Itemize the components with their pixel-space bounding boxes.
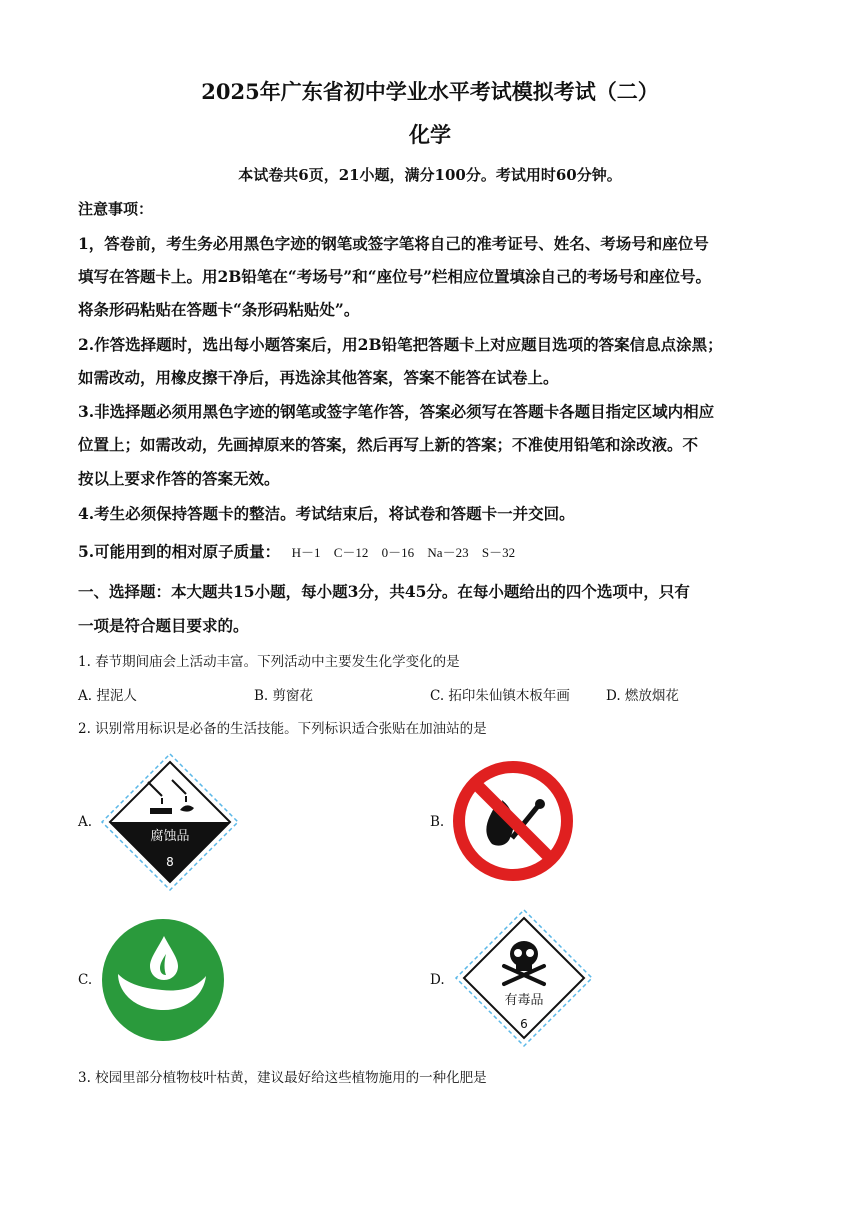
- exam-intro: 本试卷共6页，21小题，满分100分。考试用时60分钟。: [238, 166, 622, 184]
- note-line: 3.非选择题必须用黑色字迹的钢笔或签字笔作答，答案必须写在答题卡各题目指定区域内相应: [78, 402, 715, 421]
- water-saving-sign-icon: [100, 918, 226, 1042]
- q2-option-b-label: B.: [430, 814, 445, 830]
- q1-option-c: C. 拓印朱仙镇木板年画: [430, 688, 570, 704]
- corrosive-sign-icon: [100, 752, 240, 892]
- note-line: 4.考生必须保持答题卡的整洁。考试结束后，将试卷和答题卡一并交回。: [78, 504, 575, 523]
- atomic-mass: H－1: [291, 545, 321, 560]
- q2-option-a-label: A.: [78, 814, 93, 830]
- section-heading: 一项是符合题目要求的。: [78, 616, 249, 635]
- toxic-sign-text: 有毒品: [504, 993, 544, 1008]
- atomic-mass: S－32: [481, 545, 516, 560]
- subject-title: 化学: [409, 122, 451, 147]
- note-line: 位置上；如需改动，先画掉原来的答案，然后再写上新的答案；不准使用铅笔和涂改液。不: [78, 435, 699, 454]
- note-line: 按以上要求作答的答案无效。: [78, 469, 280, 488]
- question-3-stem: 3. 校园里部分植物枝叶枯黄，建议最好给这些植物施用的一种化肥是: [78, 1070, 487, 1086]
- toxic-sign-number: 6: [520, 1017, 528, 1031]
- note-line: 将条形码粘贴在答题卡“条形码粘贴处”。: [78, 300, 360, 319]
- atomic-masses-label: 5.可能用到的相对原子质量：: [78, 542, 281, 561]
- no-fire-sign-icon: [452, 760, 574, 882]
- notes-heading: 注意事项：: [78, 200, 154, 218]
- q1-option-d: D. 燃放烟花: [606, 688, 679, 704]
- atomic-mass: 0－16: [381, 545, 415, 560]
- exam-title: 2025年广东省初中学业水平考试模拟考试（二）: [201, 79, 659, 104]
- atomic-mass: C－12: [333, 545, 369, 560]
- question-1-stem: 1. 春节期间庙会上活动丰富。下列活动中主要发生化学变化的是: [78, 654, 460, 670]
- q2-option-c-label: C.: [78, 972, 93, 988]
- corrosive-sign-text: 腐蚀品: [150, 829, 190, 844]
- q2-option-d-label: D.: [430, 972, 445, 988]
- atomic-mass: Na－23: [427, 545, 469, 560]
- corrosive-sign-number: 8: [166, 855, 174, 869]
- note-line: 2.作答选择题时，选出每小题答案后，用2B铅笔把答题卡上对应题目选项的答案信息点涂黑；: [78, 335, 723, 354]
- note-line: 1，答卷前，考生务必用黑色字迹的钢笔或签字笔将自己的准考证号、姓名、考场号和座位号: [78, 234, 709, 253]
- question-2-stem: 2. 识别常用标识是必备的生活技能。下列标识适合张贴在加油站的是: [78, 721, 487, 737]
- q1-option-a: A. 捏泥人: [78, 688, 137, 704]
- q1-option-b: B. 剪窗花: [254, 688, 314, 704]
- section-heading: 一、选择题：本大题共15小题，每小题3分，共45分。在每小题给出的四个选项中，只有: [78, 582, 690, 601]
- note-line: 填写在答题卡上。用2B铅笔在“考场号”和“座位号”栏相应位置填涂自己的考场号和座位号。: [78, 267, 712, 286]
- note-line: 如需改动，用橡皮擦干净后，再选涂其他答案，答案不能答在试卷上。: [78, 368, 559, 387]
- atomic-masses-line: [78, 540, 525, 562]
- toxic-sign-icon: [454, 908, 594, 1048]
